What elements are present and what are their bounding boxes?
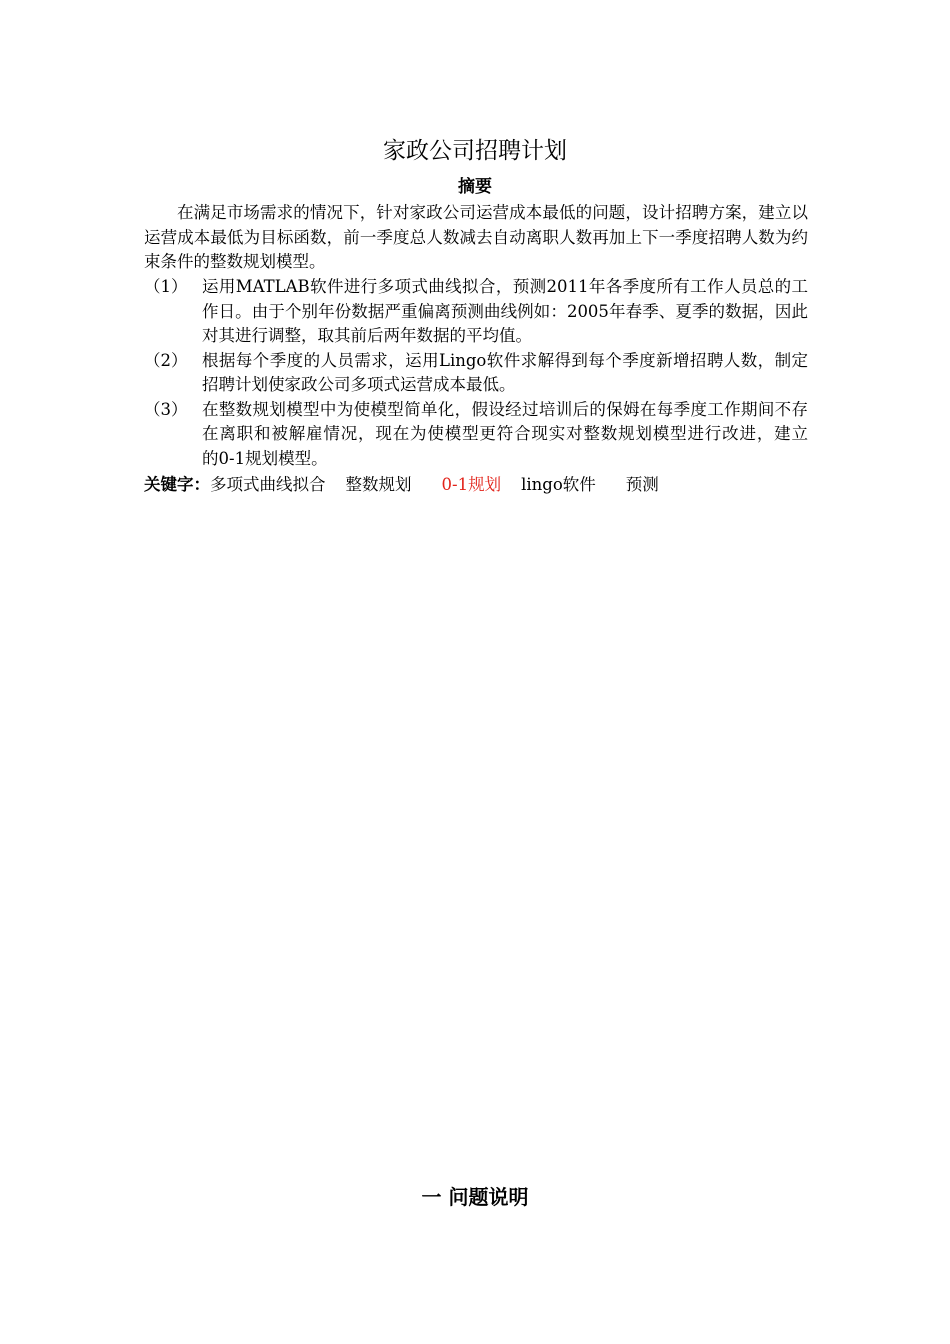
list-item-text: 在整数规划模型中为使模型简单化，假设经过培训后的保姆在每季度工作期间不存在离职和被解雇情况，现在为使模型更符合现实对整数规划模型进行改进，建立 的0-1规划模型。 — [202, 399, 825, 468]
list-item-number: （1） — [144, 277, 188, 296]
keywords-label: 关键字： — [144, 475, 210, 494]
section-heading: 一 问题说明 — [421, 1185, 529, 1209]
keyword-zero-one-programming: 0-1规划 — [441, 475, 502, 494]
abstract-heading: 摘要 — [458, 177, 492, 197]
list-item-number: （2） — [144, 350, 188, 370]
keyword-integer-programming: 整数规划 — [345, 475, 412, 494]
keyword-prediction: 预测 — [625, 475, 659, 494]
list-item — [144, 398, 825, 472]
list-item-number: （3） — [144, 399, 188, 419]
keywords-line — [144, 473, 808, 498]
document-title: 家政公司招聘计划 — [383, 138, 567, 164]
list-item-text: 运用MATLAB软件进行多项式曲线拟合，预测2011年各季度所有工作人员总的工作日。由于个别年份数据严重偏离预测曲线例如：2005年春季、夏季的数据，因此对其进行调整，取其前后两年数据的平均值。 — [202, 277, 808, 345]
abstract-numbered-list — [144, 275, 825, 471]
list-item — [144, 275, 808, 349]
list-item-text: 根据每个季度的人员需求，运用Lingo软件求解得到每个季度新增招聘人数，制定招聘计划使家政公司多项式运营成本最低。 — [202, 350, 808, 394]
abstract-intro-paragraph: 在满足市场需求的情况下，针对家政公司运营成本最低的问题，设计招聘方案，建立以运营成本最低为目标函数，前一季度总人数减去自动离职人数再加上下一季度招聘人数为约束条件的整数规划模型。 — [144, 203, 808, 271]
keyword-polynomial-fitting: 多项式曲线拟合 — [210, 475, 326, 494]
list-item — [144, 349, 808, 398]
keyword-lingo-software: lingo软件 — [521, 475, 596, 494]
